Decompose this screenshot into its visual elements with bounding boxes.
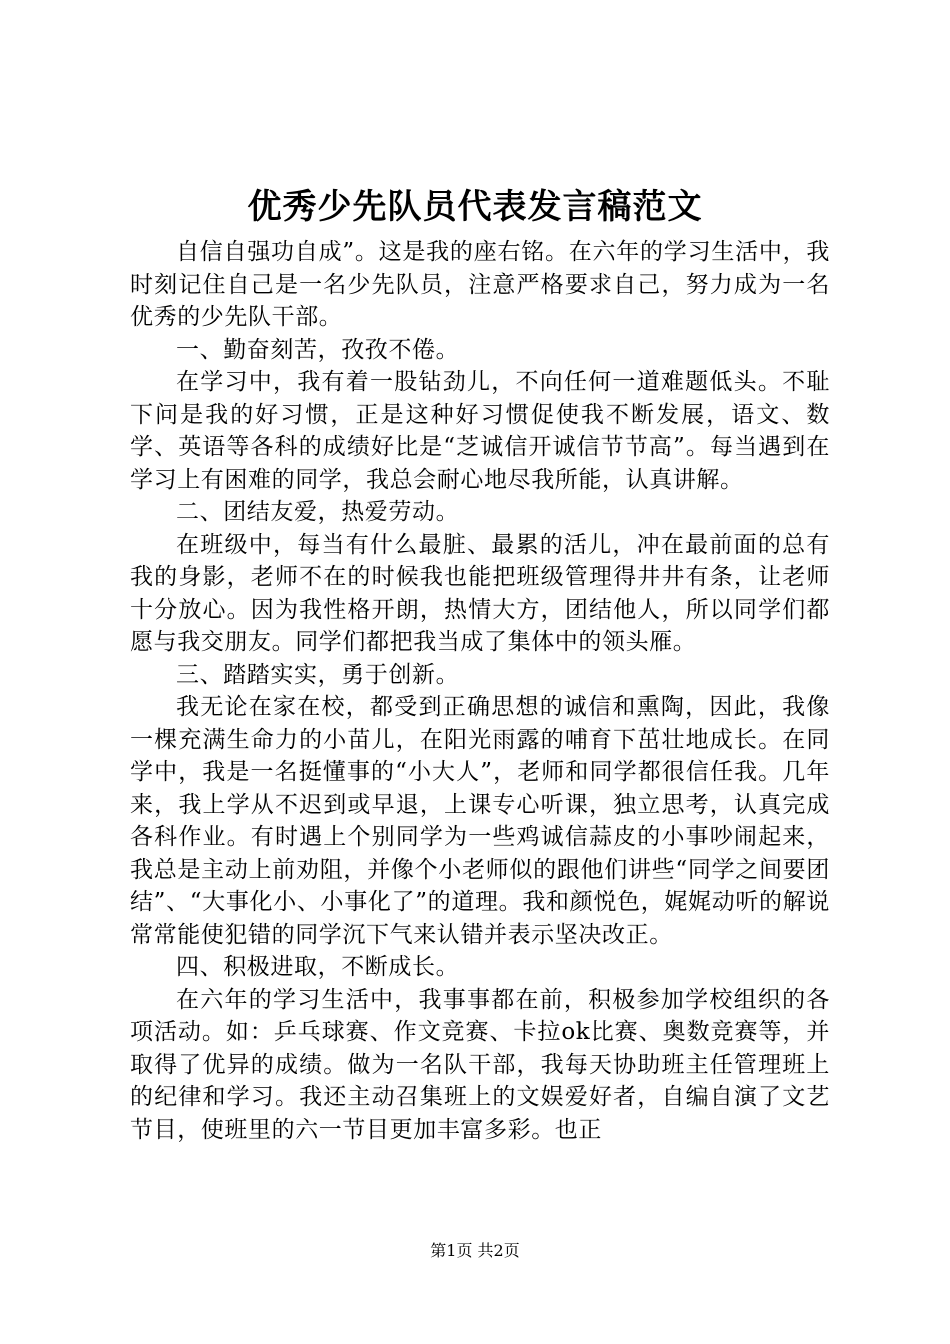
document-title: 优秀少先队员代表发言稿范文 (247, 187, 703, 227)
paragraph-section-3: 我无论在家在校，都受到正确思想的诚信和熏陶，因此，我像一棵充满生命力的小苗儿，在阳光雨露的哺育下茁壮地成长。在同学中，我是一名挺懂事的“小大人”，老师和同学都很信任我。几年来，我上学从不迟到或早退，上课专心听课，独立思考，认真完成各科作业。有时遇上个别同学为一些鸡诚信蒜皮的小事吵闹起来，我总是主动上前劝阻，并像个小老师似的跟他们讲些“同学之间要团结”、“大事化小、小事化了”的道理。我和颜悦色，娓娓动听的解说常常能使犯错的同学沉下气来认错并表示坚决改正。 (130, 694, 830, 948)
paragraph-section-2: 在班级中，每当有什么最脏、最累的活儿，冲在最前面的总有我的身影，老师不在的时候我也能把班级管理得井井有条，让老师十分放心。因为我性格开朗，热情大方，团结他人，所以同学们都愿与我交朋友。同学们都把我当成了集体中的领头雁。 (130, 531, 830, 655)
heading-section-3: 三、踏踏实实，勇于创新。 (176, 661, 460, 688)
paragraph-section-1: 在学习中，我有着一股钻劲儿，不向任何一道难题低头。不耻下问是我的好习惯，正是这种好习惯促使我不断发展，语文、数学、英语等各科的成绩好比是“芝诚信开诚信节节高”。每当遇到在学习上有困难的同学，我总会耐心地尽我所能，认真讲解。 (130, 369, 830, 493)
paragraph-intro: 自信自强功自成”。这是我的座右铭。在六年的学习生活中，我时刻记住自己是一名少先队员，注意严格要求自己，努力成为一名优秀的少先队干部。 (130, 239, 830, 330)
heading-section-4: 四、积极进取，不断成长。 (176, 954, 460, 980)
paragraph-section-4: 在六年的学习生活中，我事事都在前，积极参加学校组织的各项活动。如：乒乓球赛、作文竞赛、卡拉ok比赛、奥数竞赛等，并取得了优异的成绩。做为一名队干部，我每天协助班主任管理班上的纪律和学习。我还主动召集班上的文娱爱好者，自编自演了文艺节目，使班里的六一节目更加丰富多彩。也正 (130, 986, 830, 1143)
heading-section-1: 一、勤奋刻苦，孜孜不倦。 (176, 336, 460, 363)
document-body (130, 236, 830, 1146)
page-number-footer: 第1页 共2页 (430, 1241, 520, 1260)
heading-section-2: 二、团结友爱，热爱劳动。 (176, 499, 460, 525)
